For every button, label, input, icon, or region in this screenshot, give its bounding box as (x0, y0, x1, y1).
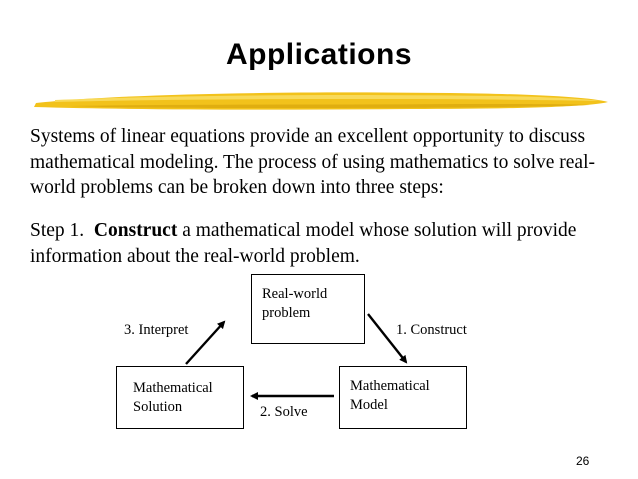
real-world-problem-box (251, 274, 365, 344)
step1-prefix: Step 1. (30, 220, 94, 241)
mathematical-solution-box (116, 366, 244, 429)
interpret-label: 3. Interpret (124, 322, 189, 338)
intro-paragraph: Systems of linear equations provide an excellent opportunity to discuss mathematical modeling. The process of using mathematics to solve real-world problems can be broken down into three steps: (30, 126, 595, 198)
real-world-problem-label: Real-world problem (262, 286, 328, 321)
mathematical-solution-label: Mathematical Solution (133, 380, 213, 415)
interpret-arrow (186, 322, 224, 364)
page-number: 26 (576, 454, 590, 468)
mathematical-model-label: Mathematical Model (350, 378, 430, 413)
step1-keyword: Construct (93, 220, 178, 241)
construct-label: 1. Construct (396, 322, 467, 338)
solve-label: 2. Solve (260, 404, 308, 420)
step1-rest: a mathematical model whose solution will provide information about the real-world problem. (30, 220, 577, 267)
mathematical-model-box (339, 366, 467, 429)
slide-title: Applications (225, 38, 412, 71)
